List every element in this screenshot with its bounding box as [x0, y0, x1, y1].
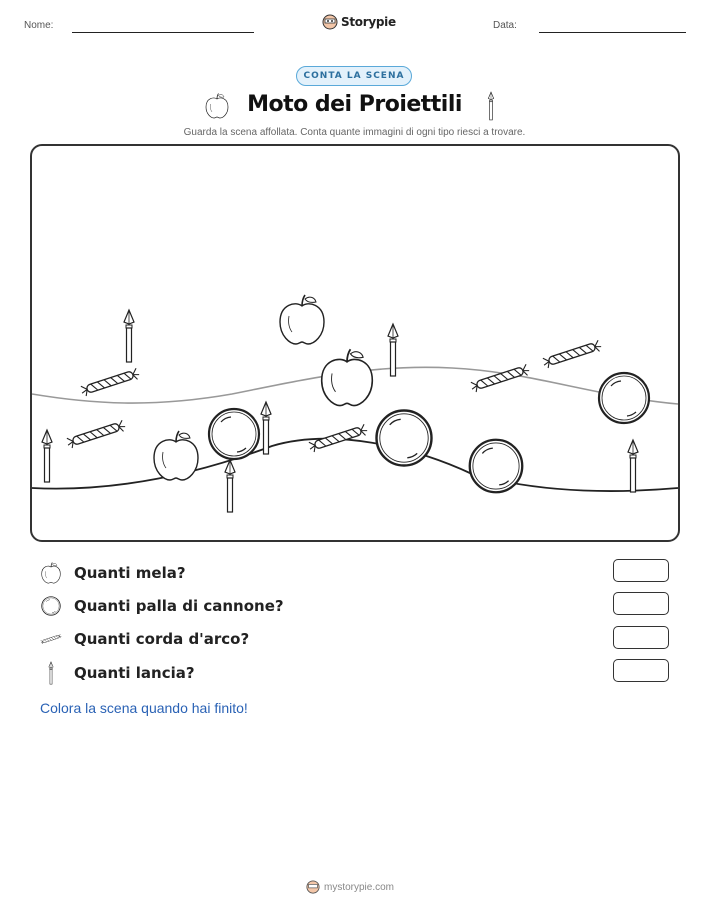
- bowstring[interactable]: [542, 340, 602, 369]
- name-field[interactable]: [72, 32, 254, 33]
- question-spear: [40, 661, 195, 685]
- counting-scene[interactable]: [30, 144, 680, 542]
- date-label: Data:: [493, 20, 517, 31]
- page-title: Moto dei Proiettili: [247, 92, 462, 117]
- date-field[interactable]: [539, 32, 686, 33]
- scene-badge: CONTA LA SCENA: [296, 66, 412, 86]
- spear-icon: [40, 662, 62, 684]
- question-apple: [40, 561, 186, 585]
- apple-icon: [40, 562, 62, 584]
- question-cannonball: [40, 594, 284, 618]
- spear[interactable]: [42, 430, 52, 482]
- instructions: Guarda la scena affollata. Conta quante immagini di ogni tipo riesci a trovare.: [183, 127, 526, 138]
- answer-box-bowstring[interactable]: [613, 626, 669, 649]
- question-text: Quanti mela?: [74, 564, 186, 582]
- mascot-icon: [322, 14, 338, 30]
- answer-box-spear[interactable]: [613, 659, 669, 682]
- cannonball[interactable]: [209, 409, 259, 459]
- apple[interactable]: [280, 295, 324, 344]
- cannonball[interactable]: [470, 440, 523, 493]
- name-label: Nome:: [24, 20, 54, 31]
- bowstring-icon: [40, 628, 62, 650]
- answer-box-cannonball[interactable]: [613, 592, 669, 615]
- brand-logo: [322, 14, 396, 30]
- bowstring[interactable]: [66, 420, 126, 449]
- question-text: Quanti palla di cannone?: [74, 597, 284, 615]
- question-bowstring: [40, 627, 249, 651]
- bowstring[interactable]: [80, 368, 140, 397]
- spear[interactable]: [225, 460, 235, 512]
- hill-line-front: [32, 439, 678, 491]
- footer-url[interactable]: mystorypie.com: [324, 881, 395, 893]
- cannonball-icon: [40, 595, 62, 617]
- coloring-note: Colora la scena quando hai finito!: [40, 700, 248, 716]
- mascot-icon: [306, 880, 320, 894]
- brand-name: Storypie: [341, 15, 396, 29]
- answer-box-apple[interactable]: [613, 559, 669, 582]
- apple[interactable]: [322, 349, 373, 405]
- bowstring[interactable]: [470, 364, 530, 393]
- cannonball[interactable]: [377, 411, 432, 466]
- footer: [306, 880, 394, 894]
- apple[interactable]: [154, 431, 198, 480]
- spear[interactable]: [124, 310, 134, 362]
- question-text: Quanti lancia?: [74, 664, 195, 682]
- cannonball[interactable]: [599, 373, 649, 423]
- question-text: Quanti corda d'arco?: [74, 630, 250, 648]
- spear-icon: [484, 91, 498, 121]
- spear[interactable]: [628, 440, 638, 492]
